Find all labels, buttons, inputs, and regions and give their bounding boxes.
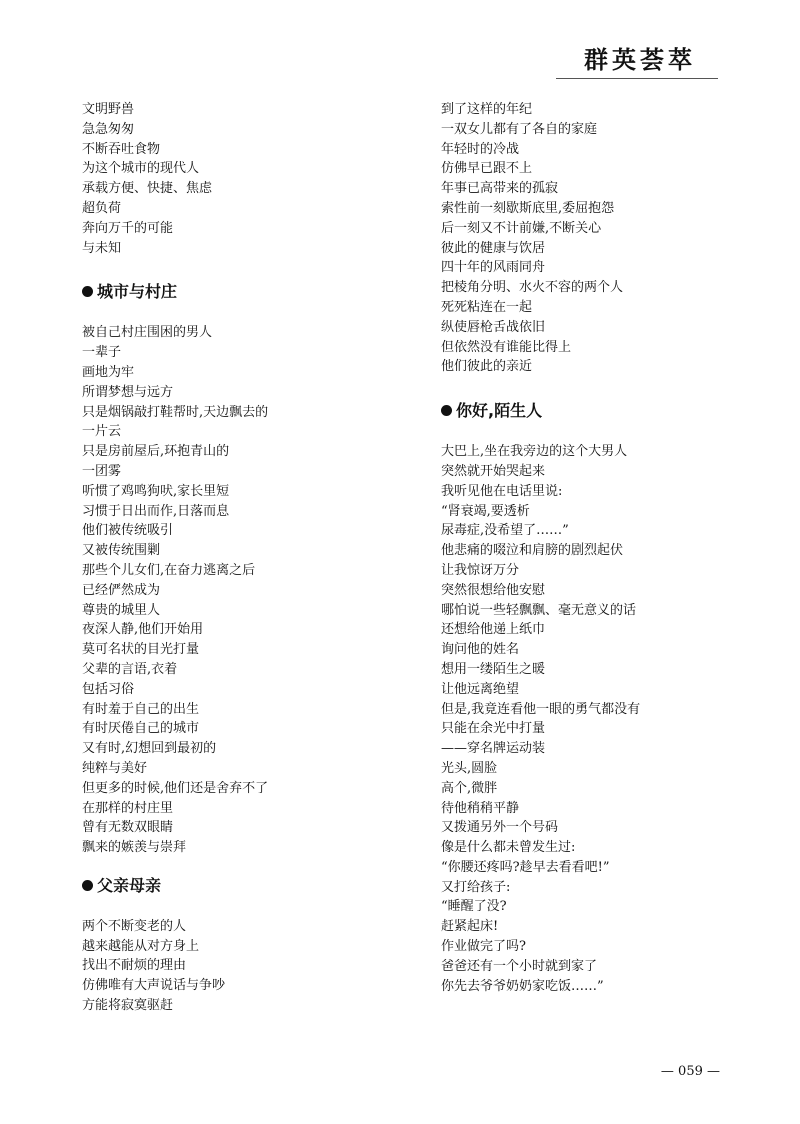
poem-line: 听惯了鸡鸣狗吠,家长里短: [82, 483, 230, 499]
poem-line: 所谓梦想与远方: [82, 384, 174, 400]
poem-line: 只能在余光中打量: [441, 721, 546, 737]
poem-line: 年轻时的冷战: [441, 141, 520, 157]
poem-line: 他悲痛的啜泣和肩膀的剧烈起伏: [441, 543, 624, 559]
poem-line: 两个不断变老的人: [82, 918, 187, 934]
poem-line: 夜深人静,他们开始用: [82, 622, 204, 638]
poem-line: 又被传统围剿: [82, 543, 161, 559]
header-rule: [556, 78, 718, 79]
poem-line: 让他远离绝望: [441, 681, 520, 697]
poem-line: 他们被传统吸引: [82, 523, 174, 539]
poem-line: 纯粹与美好: [82, 760, 148, 776]
poem-line: 他们彼此的亲近: [441, 359, 533, 375]
poem-line: 只是烟锅敲打鞋帮时,天边飘去的: [82, 404, 269, 420]
poem-line: 爸爸还有一个小时就到家了: [441, 958, 598, 974]
poem-line: 像是什么都未曾发生过:: [441, 840, 576, 856]
poem-line: 大巴上,坐在我旁边的这个大男人: [441, 444, 628, 460]
poem-city-village: [82, 323, 402, 858]
poem-line: 到了这样的年纪: [441, 102, 533, 117]
poem-line: 急急匆匆: [82, 121, 135, 137]
poem-line: 还想给他递上纸巾: [441, 622, 546, 638]
poem-line: 作业做完了吗?: [441, 939, 526, 955]
poem-line: 父辈的言语,衣着: [82, 661, 178, 677]
poem-line: “你腰还疼吗?趁早去看看吧!”: [441, 859, 610, 875]
poem-line: 奔向万千的可能: [82, 220, 174, 236]
poem-line: 画地为牢: [82, 364, 135, 380]
poem-line: 曾有无数双眼睛: [82, 820, 174, 836]
poem-line: 但依然没有谁能比得上: [441, 339, 572, 355]
page-number: — 059 —: [660, 1064, 720, 1079]
poem-line: 仿佛唯有大声说话与争吵: [82, 978, 226, 994]
poem-line: 你先去爷爷奶奶家吃饭……”: [441, 978, 604, 994]
poem-line: 光头,圆脸: [441, 760, 498, 776]
poem-line: 有时羞于自己的出生: [82, 701, 200, 717]
section-title-text: 城市与村庄: [97, 282, 178, 302]
poem-line: 让我惊讶万分: [441, 562, 520, 578]
poem-line: 在那样的村庄里: [82, 800, 174, 816]
poem-line: 突然就开始哭起来: [441, 463, 546, 479]
poem-line: 一团雾: [82, 463, 122, 479]
poem-line: 高个,微胖: [441, 780, 498, 796]
section-title-text: 父亲母亲: [97, 875, 162, 895]
section-title-city-village: [82, 282, 402, 302]
poem-line: 与未知: [82, 240, 122, 256]
poem-line: 但是,我竟连看他一眼的勇气都没有: [441, 701, 641, 717]
poem-line: 不断吞吐食物: [82, 141, 161, 157]
poem-line: 一辈子: [82, 345, 122, 361]
poem-line: 赶紧起床!: [441, 919, 499, 935]
poem-line: 待他稍稍平静: [441, 800, 520, 816]
poem-line: 又有时,幻想回到最初的: [82, 741, 217, 757]
bullet-icon: [441, 405, 452, 416]
section-title-hello-stranger: [441, 401, 761, 421]
poem-line: 纵使唇枪舌战依旧: [441, 319, 546, 335]
poem-line: 询问他的姓名: [441, 642, 520, 658]
poem-line: 又拨通另外一个号码: [441, 820, 559, 836]
poem-hello-stranger: [441, 442, 761, 996]
poem-line: 仿佛早已跟不上: [441, 161, 533, 177]
poem-line: 想用一缕陌生之暖: [441, 661, 546, 677]
poem-line: 方能将寂寞驱赶: [82, 998, 174, 1014]
page-header-title: 群英荟萃: [584, 45, 696, 74]
poem-line: 为这个城市的现代人: [82, 161, 200, 177]
poem-line: 一片云: [82, 424, 122, 440]
poem-line: 包括习俗: [82, 681, 135, 697]
poem-line: 索性前一刻歇斯底里,委屈抱怨: [441, 200, 615, 216]
poem-line: 哪怕说一些轻飘飘、毫无意义的话: [441, 602, 637, 618]
poem-line: “睡醒了没?: [441, 899, 507, 915]
poem-line: 飘来的嫉羡与崇拜: [82, 840, 187, 856]
poem-parents: [82, 917, 402, 1016]
poem-line: 但更多的时候,他们还是舍弃不了: [82, 780, 269, 796]
poem-line: 尊贵的城里人: [82, 602, 161, 618]
bullet-icon: [82, 880, 93, 891]
poem-line: 那些个儿女们,在奋力逃离之后: [82, 562, 256, 578]
poem-line: 承载方便、快捷、焦虑: [82, 181, 213, 197]
poem-line: 一双女儿都有了各自的家庭: [441, 121, 598, 137]
poem-line: 把棱角分明、水火不容的两个人: [441, 280, 624, 296]
bullet-icon: [82, 286, 93, 297]
poem-line: 只是房前屋后,环抱青山的: [82, 444, 230, 460]
poem-line: 后一刻又不计前嫌,不断关心: [441, 220, 602, 236]
poem-line: 被自己村庄围困的男人: [82, 325, 213, 341]
poem-line: 年事已高带来的孤寂: [441, 181, 559, 197]
poem-line: 找出不耐烦的理由: [82, 958, 187, 974]
right-column: [441, 100, 761, 996]
poem-parents-continued: [441, 100, 761, 377]
poem-line: ——穿名牌运动装: [441, 741, 546, 757]
poem-line: 越来越能从对方身上: [82, 938, 200, 954]
poem-line: 习惯于日出而作,日落而息: [82, 503, 230, 519]
poem-line: 突然很想给他安慰: [441, 582, 546, 598]
poem-line: 我听见他在电话里说:: [441, 483, 563, 499]
poem-line: “肾衰竭,要透析: [441, 503, 530, 519]
poem-line: 尿毒症,没希望了……”: [441, 523, 569, 539]
poem-line: 彼此的健康与饮居: [441, 240, 546, 256]
poem-line: 又打给孩子:: [441, 879, 511, 895]
poem-line: 四十年的风雨同舟: [441, 260, 546, 276]
left-column: [82, 100, 402, 1016]
poem-line: 死死粘连在一起: [441, 299, 533, 315]
section-title-parents: [82, 876, 402, 896]
poem-line: 已经俨然成为: [82, 582, 161, 598]
poem-line: 文明野兽: [82, 102, 135, 117]
section-title-text: 你好,陌生人: [456, 401, 543, 421]
poem-line: 超负荷: [82, 200, 122, 216]
poem-line: 有时厌倦自己的城市: [82, 721, 200, 737]
poem-intro-left: [82, 100, 402, 258]
poem-line: 莫可名状的目光打量: [82, 642, 200, 658]
